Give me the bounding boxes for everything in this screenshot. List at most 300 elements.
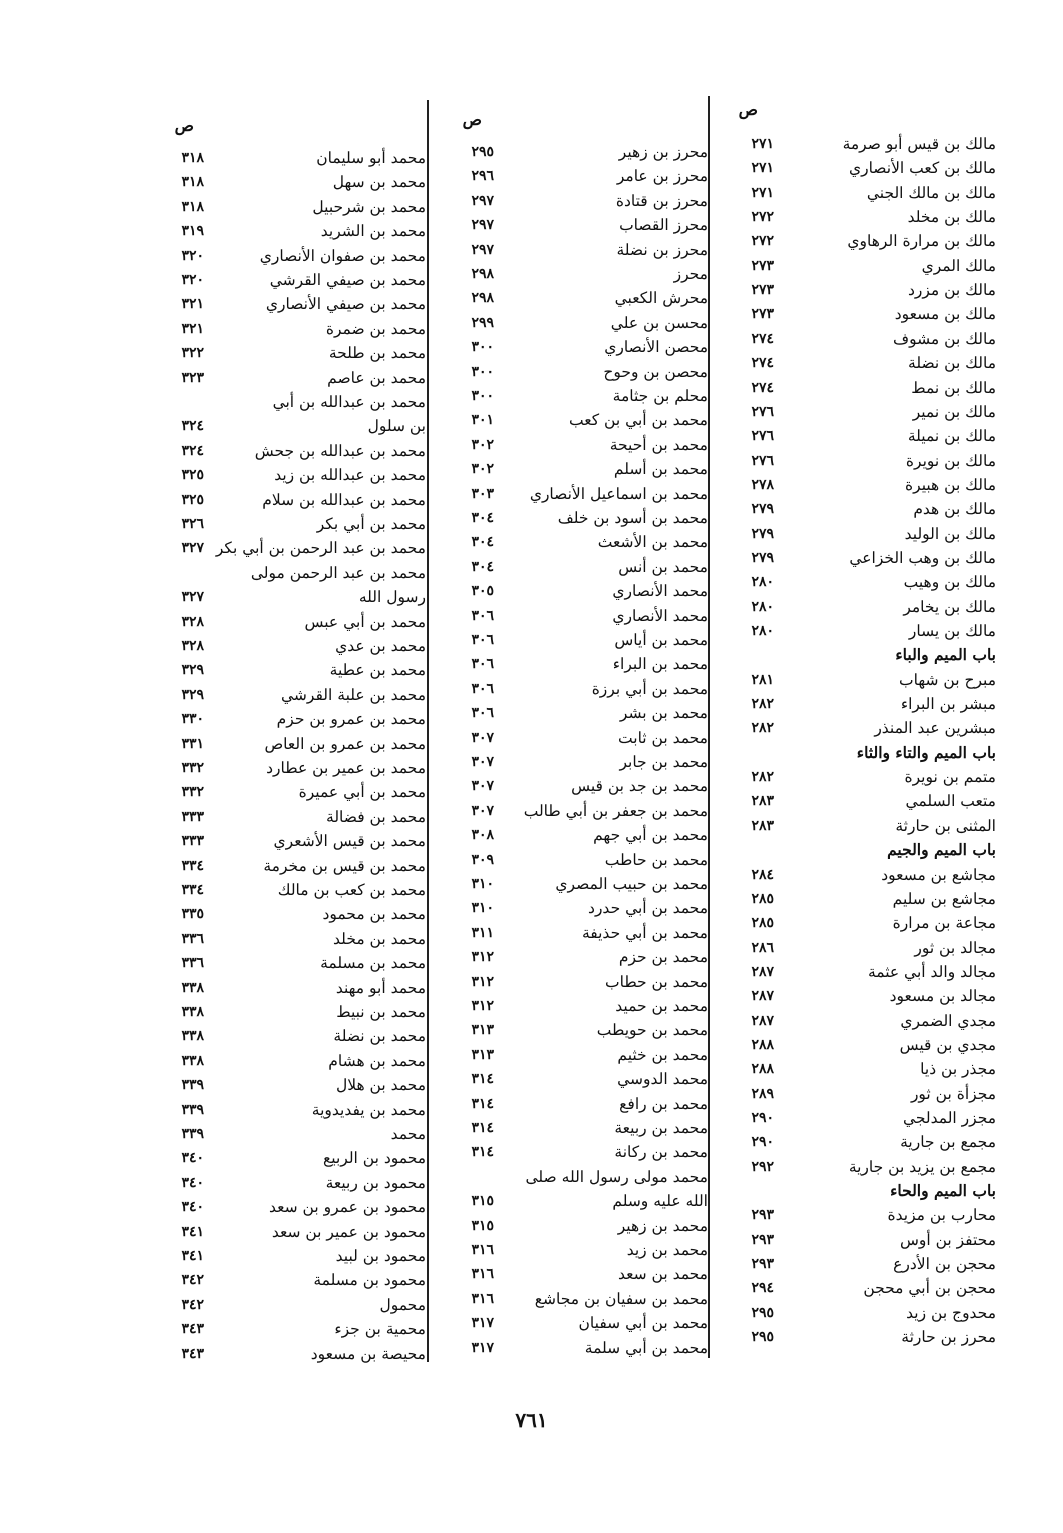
entry-name: محمد بن جعفر بن أبي طالب	[523, 801, 708, 820]
index-entry	[720, 497, 1020, 521]
index-entry	[440, 1238, 718, 1262]
entry-name: محمد بن حميد	[615, 997, 708, 1015]
entry-page-number: ٣٣٠	[181, 711, 204, 728]
index-entry	[160, 146, 436, 170]
index-entry	[160, 463, 436, 487]
entry-name: محمد بن اسماعيل الأنصاري	[529, 484, 708, 503]
entry-name: محمد بن عبد الرحمن مولى	[250, 563, 426, 582]
index-entry	[720, 863, 1020, 887]
entry-name: محمد بن ثابت	[618, 728, 708, 747]
entry-page-number: ٢٩٣	[751, 1256, 774, 1273]
entry-page-number: ٢٨٠	[751, 574, 774, 591]
index-entry	[720, 1082, 1020, 1106]
index-entry	[160, 390, 436, 414]
entry-page-number: ٢٩٦	[471, 168, 494, 185]
entry-page-number: ٣٠٢	[471, 436, 494, 453]
index-entry	[160, 878, 436, 902]
entry-page-number: ٣٠٤	[471, 534, 494, 551]
entry-page-number: ٣٠٧	[471, 754, 494, 770]
entry-name: محمد بن خثيم	[617, 1045, 708, 1064]
entry-page-number: ٣٢٩	[181, 662, 204, 679]
entry-name: محمد بن عبدالله بن سلام	[262, 490, 426, 509]
index-entry	[160, 219, 436, 243]
entry-page-number: ٣٣٢	[181, 784, 204, 801]
index-entry	[440, 530, 718, 554]
index-entry	[720, 1325, 1020, 1349]
index-entry	[160, 585, 436, 609]
entry-page-number: ٣٤٣	[181, 1345, 204, 1362]
entry-page-number: ٢٧٦	[751, 428, 774, 445]
index-entry	[720, 1203, 1020, 1227]
index-entry	[440, 482, 718, 506]
entry-page-number: ٣٤١	[181, 1248, 204, 1264]
entry-page-number: ٣١٠	[471, 900, 494, 917]
index-entry	[160, 658, 436, 682]
entry-name: محمد أبو سليمان	[316, 149, 426, 167]
entry-page-number: ٢٨٨	[751, 1036, 774, 1053]
entry-page-number: ٣١٩	[181, 223, 204, 240]
index-entry	[160, 536, 436, 560]
index-entry	[440, 579, 718, 603]
entry-name: محمد بن جد بن قيس	[571, 777, 708, 796]
entry-name: مجذر بن ذيا	[920, 1060, 996, 1079]
index-entry	[720, 1106, 1020, 1130]
entry-page-number: ٣١٤	[471, 1120, 494, 1136]
entry-page-number: ٢٧٢	[751, 233, 774, 250]
entry-page-number: ٣٣٩	[181, 1126, 204, 1142]
index-entry	[440, 213, 718, 237]
entry-page-number: ٣٣٨	[181, 1052, 204, 1069]
index-entry	[440, 1311, 718, 1335]
entry-name: المثنى بن حارثة	[895, 816, 996, 835]
entry-page-number: ٣١٨	[181, 150, 204, 166]
index-entry	[440, 262, 718, 286]
index-entry	[440, 604, 718, 628]
index-entry	[720, 1130, 1020, 1154]
index-entry	[720, 936, 1020, 960]
entry-name: محمود بن عمير بن سعد	[271, 1222, 426, 1241]
entry-name: مجالد بن مسعود	[889, 987, 996, 1006]
entry-page-number: ٣١٢	[471, 973, 494, 990]
entry-page-number: ٢٩٥	[751, 1329, 774, 1346]
entry-page-number: ٢٧٦	[751, 403, 774, 420]
entry-page-number: ٣٠٦	[471, 632, 494, 648]
entry-page-number: ٣١٠	[471, 876, 494, 892]
index-entry	[440, 140, 718, 164]
entry-name: مالك بن مزرد	[907, 281, 996, 300]
entry-name: محمد بن عبد الرحمن بن أبي بكر	[215, 539, 426, 558]
entry-page-number: ٣٠٩	[471, 851, 494, 868]
entry-page-number: ٣٠٢	[471, 461, 494, 478]
entry-page-number: ٣١٢	[471, 949, 494, 966]
entry-page-number: ٣٣٤	[181, 882, 204, 898]
index-entry	[160, 1049, 436, 1073]
entry-name: محمد بن صيفي القرشي	[269, 271, 426, 289]
index-entry	[440, 408, 718, 432]
entry-page-number: ٢٩٧	[471, 241, 494, 258]
index-entry	[440, 677, 718, 701]
entry-page-number: ٢٧٤	[751, 379, 774, 396]
entry-page-number: ٢٨٠	[751, 623, 774, 639]
index-entry	[160, 976, 436, 1000]
entry-name: محرش الكعبي	[614, 289, 708, 308]
index-entry	[440, 433, 718, 457]
entry-page-number: ٣٢٨	[181, 613, 204, 630]
index-entry	[160, 439, 436, 463]
entry-name: مجدي بن قيس	[899, 1035, 996, 1054]
index-entry	[160, 1073, 436, 1097]
index-entry	[160, 683, 436, 707]
index-entry	[440, 506, 718, 530]
entry-name: محمد بن أبي سلمة	[584, 1338, 708, 1357]
entry-page-number: ٣٢٢	[181, 345, 204, 362]
entry-page-number: ٣٤٢	[181, 1272, 204, 1289]
entry-name: محمد بن يفديدوية	[311, 1100, 426, 1119]
entry-name: محمود بن لبيد	[335, 1247, 426, 1265]
entry-name: مجمع بن جارية	[900, 1133, 996, 1152]
entry-name: مالك بن نضلة	[908, 354, 996, 373]
entry-name: رسول الله	[358, 588, 426, 607]
index-entry	[720, 1057, 1020, 1081]
entry-name: مالك بن الوليد	[904, 524, 996, 543]
index-entry	[720, 595, 1020, 619]
entry-page-number: ٣٤٠	[181, 1199, 204, 1216]
entry-name: محمد بن زهير	[617, 1216, 708, 1235]
section-heading	[720, 741, 1020, 765]
entry-page-number: ٣٣٩	[181, 1077, 204, 1094]
index-entry	[160, 292, 436, 316]
entry-name: مجاشع بن مسعود	[881, 865, 996, 884]
index-entry	[720, 1033, 1020, 1057]
entry-page-number: ٣١٨	[181, 198, 204, 215]
index-entry	[440, 1116, 718, 1140]
entry-name: محمد بن عبدالله بن أبي	[272, 393, 426, 411]
entry-name: مالك بن مالك الجني	[866, 183, 996, 202]
entry-name: محمد بن أحيحة	[609, 435, 708, 454]
entry-name: محدوج بن زيد	[906, 1303, 996, 1322]
index-entry	[160, 195, 436, 219]
entry-name: محمد بن مسلمة	[320, 954, 426, 973]
index-entry	[720, 570, 1020, 594]
entry-page-number: ٣٢٨	[181, 638, 204, 654]
entry-name: محمد بن عمرو بن العاص	[264, 734, 426, 753]
entry-name: مجزأة بن ثور	[910, 1084, 996, 1103]
entry-name: محمد بن حبيب المصري	[555, 875, 708, 893]
entry-page-number: ٣١٤	[471, 1095, 494, 1112]
entry-page-number: ٣١٣	[471, 1022, 494, 1039]
entry-name: محمد الأنصاري	[612, 606, 708, 625]
index-entry	[440, 848, 718, 872]
index-entry	[160, 512, 436, 536]
section-title: باب الميم والباء	[895, 645, 996, 665]
entry-name: محارب بن مزيدة	[887, 1206, 996, 1225]
entry-name: محمول	[379, 1295, 426, 1314]
entry-page-number: ٢٩٧	[471, 217, 494, 234]
index-entry	[160, 317, 436, 341]
entry-name: محمد بن هشام	[328, 1051, 426, 1070]
index-entry	[440, 1336, 718, 1360]
entry-name: محمد بن مخلد	[333, 929, 426, 948]
index-entry	[720, 205, 1020, 229]
entry-page-number: ٢٨٨	[751, 1061, 774, 1078]
entry-page-number: ٣٠٠	[471, 388, 494, 404]
entry-name: محمد بن صيفي الأنصاري	[265, 295, 426, 314]
entry-name: محمود بن ربيعة	[325, 1173, 426, 1192]
entry-page-number: ٣٣١	[181, 735, 204, 752]
entry-name: محرز بن زهير	[618, 143, 708, 161]
entry-name: محلم بن جثامة	[612, 387, 708, 405]
entry-page-number: ٣١١	[471, 924, 494, 941]
entry-page-number: ٢٩٥	[751, 1304, 774, 1321]
index-entry	[160, 1024, 436, 1048]
entry-name: محمد بن عاصم	[327, 368, 426, 387]
entry-name: محمد بن حطاب	[605, 972, 708, 991]
entry-name: مالك بن مرارة الرهاوي	[847, 232, 996, 251]
entry-name: محرز	[673, 265, 708, 283]
entry-page-number: ٢٩٠	[751, 1134, 774, 1151]
index-entry	[440, 311, 718, 335]
entry-page-number: ٢٨٢	[751, 769, 774, 786]
entry-name: محمد بن الأشعث	[597, 533, 708, 552]
entry-page-number: ٢٨٧	[751, 963, 774, 980]
index-entry	[160, 927, 436, 951]
index-entry	[440, 1092, 718, 1116]
entry-name: محمد بن سفيان بن مجاشع	[534, 1289, 708, 1308]
section-heading	[720, 643, 1020, 667]
index-entry	[160, 1268, 436, 1292]
entry-name: مجالد والد أبي عثمة	[867, 962, 996, 981]
entry-page-number: ٣٣٩	[181, 1101, 204, 1118]
index-entry	[440, 774, 718, 798]
index-entry	[720, 716, 1020, 740]
index-entry	[160, 634, 436, 658]
entry-page-number: ٢٧١	[751, 136, 774, 152]
entry-name: محمد الأنصاري	[612, 582, 708, 601]
entry-page-number: ٢٧٩	[751, 501, 774, 518]
entry-name: مالك بن مشوف	[893, 329, 996, 348]
entry-name: مالك بن مخلد	[907, 208, 996, 227]
index-entry	[440, 555, 718, 579]
entry-page-number: ٢٧١	[751, 160, 774, 177]
entry-name: محمد بن أبي برزة	[591, 679, 708, 698]
entry-page-number: ٢٨٢	[751, 720, 774, 737]
index-entry	[720, 911, 1020, 935]
index-entry	[440, 1043, 718, 1067]
entry-name: محمد بن زيد	[626, 1241, 708, 1259]
entry-name: مالك بن وهب الخزاعي	[849, 548, 996, 567]
index-entry	[440, 872, 718, 896]
entry-page-number: ٣٠٧	[471, 729, 494, 746]
entry-page-number: ٣٢٩	[181, 686, 204, 703]
entry-name: محمد بن نضلة	[333, 1027, 426, 1046]
entry-name: محمود بن الربيع	[323, 1149, 426, 1168]
entry-page-number: ٣٢٤	[181, 442, 204, 459]
index-entry	[720, 449, 1020, 473]
index-entry	[160, 1317, 436, 1341]
entry-page-number: ٢٩٧	[471, 192, 494, 209]
entry-page-number: ٣٢٤	[181, 418, 204, 435]
entry-name: مبشر بن البراء	[900, 695, 996, 714]
entry-page-number: ٢٨٥	[751, 890, 774, 907]
entry-name: محمد بن أسود بن خلف	[557, 509, 708, 527]
entry-page-number: ٢٩٤	[751, 1280, 774, 1297]
entry-name: مالك بن هدم	[913, 500, 996, 519]
entry-page-number: ٣٠٥	[471, 583, 494, 600]
entry-page-number: ٢٨٣	[751, 793, 774, 810]
entry-page-number: ٣٢٧	[181, 540, 204, 557]
index-entry	[160, 805, 436, 829]
entry-page-number: ٣٣٤	[181, 857, 204, 874]
entry-name: مالك بن نميلة	[907, 427, 996, 446]
entry-name: محمد بن طلحة	[328, 344, 426, 363]
index-entry	[160, 780, 436, 804]
entry-name: محمد بن قيس الأشعري	[273, 832, 426, 851]
index-entry	[160, 170, 436, 194]
index-entry	[440, 1018, 718, 1042]
entry-name: مالك بن يخامر	[903, 597, 996, 616]
entry-name: محمد بن قيس بن مخرمة	[263, 856, 426, 875]
entry-page-number: ٢٧٨	[751, 476, 774, 493]
entry-name: مجزر المدلجي	[902, 1109, 996, 1127]
entry-name: محسن بن علي	[610, 313, 708, 332]
entry-name: محصن بن وحوح	[603, 362, 708, 381]
entry-name: محمد بن علبة القرشي	[281, 685, 426, 704]
entry-page-number: ٢٩٣	[751, 1231, 774, 1248]
entry-name: محمد بن عمرو بن حزم	[276, 710, 426, 729]
index-entry	[160, 341, 436, 365]
entry-name: محمد بن سهل	[332, 173, 426, 192]
index-entry	[440, 1189, 718, 1213]
entry-page-number: ٣٢٣	[181, 369, 204, 386]
index-entry	[720, 546, 1020, 570]
entry-page-number: ٢٨٥	[751, 915, 774, 932]
entry-page-number: ٣١٥	[471, 1193, 494, 1210]
entry-page-number: ٣١٦	[471, 1290, 494, 1307]
index-entry	[720, 765, 1020, 789]
entry-name: محتفز بن أوس	[899, 1230, 996, 1249]
page-column-header: ص	[174, 116, 194, 135]
entry-name: محمية بن جزء	[334, 1320, 426, 1339]
entry-page-number: ٣٣٦	[181, 955, 204, 972]
index-entry	[720, 376, 1020, 400]
entry-name: محمود بن مسلمة	[313, 1271, 426, 1290]
index-entry	[440, 896, 718, 920]
index-entry	[440, 1165, 718, 1189]
entry-name: محمد بن عبدالله بن جحش	[254, 441, 426, 460]
entry-page-number: ٢٧١	[751, 184, 774, 201]
index-entry	[440, 823, 718, 847]
entry-page-number: ٢٨٦	[751, 939, 774, 956]
entry-page-number: ٢٩٣	[751, 1207, 774, 1224]
entry-page-number: ٣٠٣	[471, 485, 494, 502]
entry-page-number: ٣٣٣	[181, 808, 204, 825]
index-entry	[160, 561, 436, 585]
index-entry	[720, 960, 1020, 984]
index-entry	[720, 254, 1020, 278]
entry-page-number: ٣٣٣	[181, 833, 204, 850]
entry-page-number: ٣٠٧	[471, 802, 494, 819]
entry-page-number: ٣٠٤	[471, 510, 494, 526]
index-entry	[160, 366, 436, 390]
entry-name: محمد بن رافع	[619, 1094, 708, 1113]
index-entry	[440, 921, 718, 945]
index-entry	[720, 156, 1020, 180]
entry-page-number: ٣١٦	[471, 1266, 494, 1283]
index-entry	[720, 181, 1020, 205]
entry-name: متمم بن نويرة	[904, 768, 996, 787]
entry-page-number: ٢٧٣	[751, 282, 774, 299]
entry-name: مبشرين عبد المنذر	[874, 719, 996, 738]
index-entry	[440, 1214, 718, 1238]
entry-page-number: ٣١٧	[471, 1339, 494, 1356]
index-entry	[440, 457, 718, 481]
entry-name: محمد بن أبي جهم	[593, 826, 708, 845]
entry-name: محمد أبو مهند	[335, 978, 426, 997]
entry-page-number: ٣٠٦	[471, 607, 494, 624]
entry-name: محصن الأنصاري	[604, 338, 708, 357]
entry-name: محمد بن أنس	[618, 557, 708, 576]
entry-page-number: ٣٤١	[181, 1223, 204, 1240]
entry-name: مجالد بن ثور	[914, 938, 996, 957]
entry-name: مجمع بن يزيد بن جارية	[848, 1157, 996, 1176]
index-entry	[160, 1000, 436, 1024]
index-entry	[720, 522, 1020, 546]
entry-name: محمد بن صفوان الأنصاري	[259, 246, 426, 265]
index-entry	[720, 1155, 1020, 1179]
entry-page-number: ٣٢٥	[181, 491, 204, 508]
entry-name: محمد بن هلال	[335, 1076, 426, 1095]
entry-name: محمد بن حويطب	[596, 1021, 708, 1040]
entry-page-number: ٣٣٨	[181, 1028, 204, 1045]
entry-page-number: ٣٠٨	[471, 827, 494, 844]
entry-page-number: ٣٢٦	[181, 516, 204, 532]
entry-page-number: ٢٧٢	[751, 209, 774, 226]
index-entry	[440, 970, 718, 994]
entry-name: محمد بن كعب بن مالك	[277, 881, 426, 899]
entry-name: محمد بن أبي بن كعب	[569, 411, 708, 430]
entry-name: محمد بن حزم	[618, 948, 708, 967]
entry-name: محمد بن أبي حذيفة	[581, 923, 708, 942]
section-title: باب الميم والجيم	[887, 840, 996, 860]
entry-page-number: ٢٨٠	[751, 598, 774, 615]
entry-page-number: ٣٠١	[471, 412, 494, 429]
index-entry	[720, 351, 1020, 375]
entry-name: محمد بن البراء	[612, 655, 708, 674]
entry-name: محمد بن ربيعة	[614, 1119, 708, 1137]
entry-name: مالك بن نمير	[912, 402, 996, 421]
entry-name: محمد بن أسلم	[613, 460, 708, 479]
entry-page-number: ٣٤٣	[181, 1321, 204, 1338]
section-heading	[720, 1179, 1020, 1203]
entry-page-number: ٣١٥	[471, 1217, 494, 1234]
entry-page-number: ٢٧٣	[751, 306, 774, 323]
entry-page-number: ٣٠٤	[471, 558, 494, 575]
entry-name: محمد بن أبي بكر	[316, 515, 426, 533]
index-entry	[160, 610, 436, 634]
entry-page-number: ٢٨٣	[751, 817, 774, 834]
entry-name: محجن بن الأدرع	[893, 1255, 996, 1274]
entry-page-number: ٢٧٤	[751, 355, 774, 372]
entry-name: محمد بن عطية	[329, 661, 426, 680]
index-entry	[160, 1146, 436, 1170]
entry-name: محمد بن أياس	[614, 631, 708, 649]
entry-name: محرز بن قتادة	[615, 191, 708, 210]
entry-name: محمد بن الشريد	[320, 222, 426, 241]
section-heading	[720, 838, 1020, 862]
entry-page-number: ٣٠٦	[471, 705, 494, 722]
index-entry	[440, 1262, 718, 1286]
entry-page-number: ٣٢٠	[181, 272, 204, 288]
